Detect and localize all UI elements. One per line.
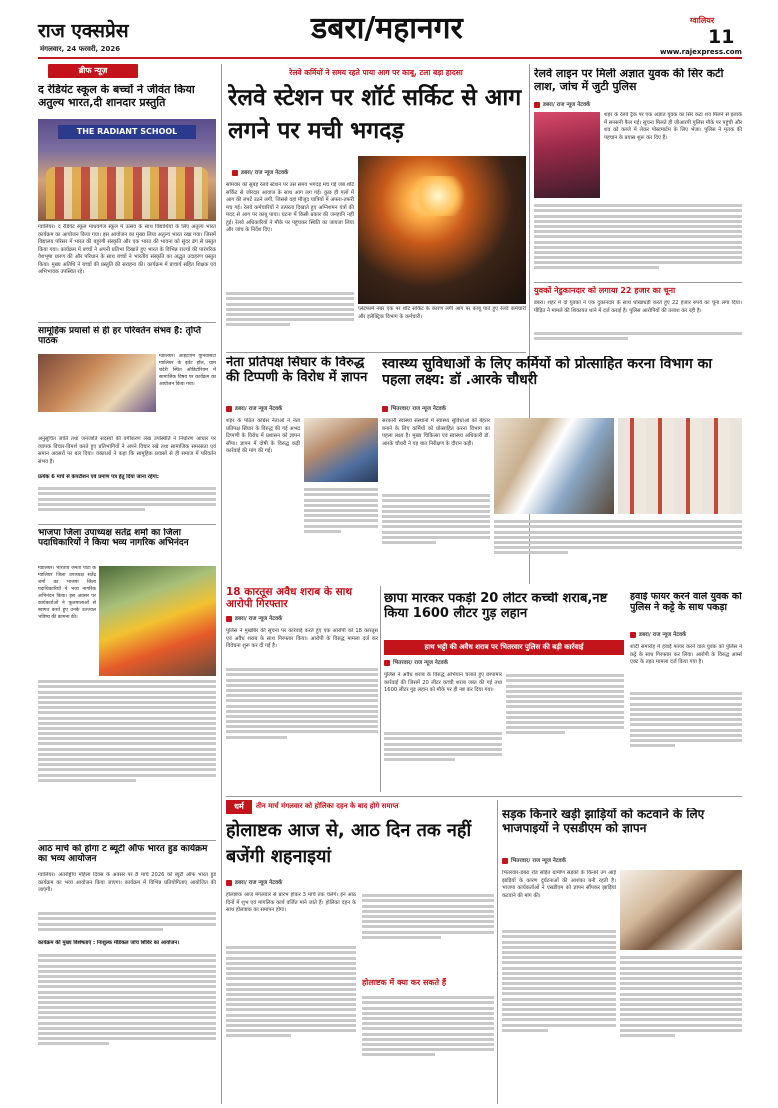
health-story-byline: भितरवार/ राज न्यूज नेटवर्क bbox=[382, 406, 492, 413]
section-title: डबरा/महानगर bbox=[311, 11, 463, 46]
health-story bbox=[382, 356, 742, 586]
health-story-tail-text bbox=[494, 518, 742, 584]
right-sub-headline: युवकों नेडुकानदार को लगाया 22 हजार का चूना bbox=[534, 286, 676, 295]
school-banner-text: THE RADIANT SCHOOL bbox=[58, 125, 196, 139]
arrest-story-headline: 18 कारतूस अवैध शराब के साथ आरोपी गिरफ्तार bbox=[226, 586, 353, 611]
top-story-headline: रेलवे स्टेशन पर शॉर्ट सर्किट से आग लगने पर मची भगदड़ bbox=[228, 85, 522, 145]
brief-story4-body: ग्वालियर। अंतर्राष्ट्रीय महिला दिवस के अवसर पर 8 मार्च 2026 को ब्यूटी ऑफ भारत हुड कार्यक्रम का भव्य आयोजन किया जाएगा। कार्यक्रम में विभिन्न प्रतियोगिताएं आयोजित की जाएंगी। bbox=[38, 872, 216, 894]
right-story-photo bbox=[534, 112, 600, 198]
liquor-story-more-text bbox=[384, 730, 502, 790]
brief-story2-body: ग्वालियर। आईटीएम यूनिवर्सिटी ग्वालियर के इवेंट हॉल, ग्राम चंदेरी स्थित ऑडिटोरियम में सामाजिक विषय पर कार्यक्रम का आयोजन किया गया। bbox=[159, 354, 216, 387]
right-story-headline: रेलवे लाइन पर मिली अज्ञात युवक की सिर कटी लाश, जांच में जुटी पुलिस bbox=[534, 68, 724, 93]
holi-story-byline: डबरा/ राज न्यूज नेटवर्क bbox=[226, 880, 336, 887]
holi-story-more-text bbox=[226, 944, 356, 1100]
bushes-story-headline: सड़क किनारे खड़ी झाड़ियों को कटवाने के लिए भाजपाइयों ने एसडीएम को ज्ञापन bbox=[502, 808, 705, 835]
city-label: ग्वालियर bbox=[690, 16, 715, 25]
health-story-photo-1 bbox=[494, 418, 614, 514]
masthead-rule bbox=[38, 57, 742, 59]
brief-story2-sub: अनुसूचित जाति तथा जनजाति सदस्यों की वर्गीकरण लेख उपस्थिति ने निर्धारण आधार पर व्यापक विचार-विमर्श करते हुए प्रतिभागियों ने अपने विचार रखे तथा सामाजिक समरसता एवं समान अवसरों पर बल दिया। वक्ताओं ने कहा कि सामूहिक प्रयासों से ही समाज में परिवर्तन संभव है। bbox=[38, 436, 216, 465]
health-story-body: सरकारी स्वास्थ्य संस्थानों में स्वास्थ्य सुविधाओं को बेहतर बनाने के लिए कर्मियों को प्रोत्साहित करना विभाग का पहला लक्ष्य है। मुख्य चिकित्सा एवं स्वास्थ्य अधिकारी डॉ. आरके चौधरी ने यह बात निरीक्षण के दौरान कही। bbox=[382, 418, 490, 447]
top-story-byline: डबरा/ राज न्यूज नेटवर्क bbox=[232, 170, 332, 177]
column-divider bbox=[497, 800, 498, 1104]
fire-glow bbox=[408, 176, 468, 216]
brief-story3-photo bbox=[99, 566, 216, 676]
memo-story-more-text bbox=[304, 486, 378, 576]
brief-label: ब्रीफ न्यूज़ bbox=[48, 64, 138, 78]
arms-story-body: शादी समारोह में हवाई फायर करने वाले युवक को पुलिस ने कट्टे के साथ गिरफ्तार कर लिया। आरोपी के विरुद्ध आर्म्स एक्ट के तहत मामला दर्ज किया गया है। bbox=[630, 644, 742, 666]
column-divider bbox=[221, 64, 222, 1104]
health-story-headline: स्वास्थ्य सुविधाओं के लिए कर्मियों को प्रोत्साहित करना विभाग का पहला लक्ष्य: डॉ .आरके चौधरी bbox=[382, 356, 713, 389]
top-story bbox=[226, 64, 526, 350]
right-sub-body: डबरा। शहर में दो युवकों ने एक दुकानदार के साथ धोखाधड़ी करते हुए 22 हजार रुपये का चूना लगा दिया। पीड़ित ने मामले की शिकायत थाने में दर्ज कराई है। पुलिस आरोपियों की तलाश कर रही है। bbox=[534, 300, 742, 314]
brief-divider bbox=[38, 524, 216, 525]
liquor-story-headline: छापा मारकर पकड़ी 20 लीटर कच्ची शराब,नष्ट किया 1600 लीटर गुड़ लहान bbox=[384, 592, 608, 621]
holi-kicker-label: धर्म bbox=[226, 800, 252, 814]
holi-story-col2-text bbox=[362, 892, 494, 972]
bushes-story-photo bbox=[620, 870, 742, 950]
liquor-story-byline: भितरवार/ राज न्यूज नेटवर्क bbox=[384, 660, 494, 667]
right-divider bbox=[534, 282, 742, 283]
brief-story1-body: ग्वालियर। द रेडियंट स्कूल माधवगंज स्कूल में उत्सव के साथ विद्यार्थियों के लिए अतुल्य भारत कार्यक्रम का आयोजन किया गया। इस आयोजन का मुख्य लिया अतुल्य भारत रखा गया। जिसमें विद्यालय परिसर में भारत की बहुरंगी संस्कृति और एक भारत की भावना को सुंदर ढंग से प्रस्तुत किया गया। कार्यक्रम में बच्चों ने अपनी प्रतिभा दिखाते हुए भारत के विभिन्न राज्यों की पारंपरिक वेशभूषा धारण की और परिधान के साथ बच्चों ने भारतीय संस्कृति का अद्भुत उदाहरण प्रस्तुत किया। मुख्य अतिथि ने बच्चों की प्रस्तुति की सराहना की। कार्यक्रम में प्राचार्य सहित शिक्षक एवं अभिभावक उपस्थित रहे। bbox=[38, 224, 216, 276]
arms-story-byline: डबरा/ राज न्यूज नेटवर्क bbox=[630, 632, 740, 639]
arms-story-more-text bbox=[630, 690, 742, 790]
brief-story2-headline: सामूहिक प्रयासों से ही हर परिवर्तन संभव है: तृप्ति पाठक bbox=[38, 326, 202, 347]
brief-column bbox=[38, 64, 218, 1104]
brief-divider bbox=[38, 840, 216, 841]
arms-story-headline: हवाई फायर करने वाले युवक को पुलिस ने कट्टे के साथ पकड़ा bbox=[630, 592, 742, 613]
masthead-date: मंगलवार, 24 फरवरी, 2026 bbox=[40, 45, 121, 53]
holi-story-headline: होलाष्टक आज से, आठ दिन तक नहीं बजेंगी शहनाइयां bbox=[226, 820, 472, 868]
page-number: 11 bbox=[708, 26, 735, 48]
holi-sub-text bbox=[362, 994, 494, 1100]
holi-sub-headline: होलाष्टक में क्या कर सकते हैं bbox=[362, 978, 447, 987]
top-story-photo-caption: प्लेटफार्म नंबर एक पर शॉर्ट सर्किट के कारण लगी आग पर काबू पाते हुए रेलवे कर्मचारी और इलेक्ट्रिक विभाग के कर्मचारी। bbox=[358, 306, 526, 320]
right-story-byline: डबरा/ राज न्यूज नेटवर्क bbox=[534, 102, 644, 109]
memo-story-byline: डबरा/ राज न्यूज नेटवर्क bbox=[226, 406, 336, 413]
brief-story4-headline: आठ मार्च को होगा ट ब्यूटी ऑफ भारत हुड कार्यक्रम का भव्य आयोजन bbox=[38, 844, 208, 865]
masthead-brand: राज एक्सप्रेस bbox=[38, 20, 129, 42]
brief-story3-headline: भाजपा जिला उपाध्यक्ष सतेंद्र शर्मा का जिला पदाधिकारियों ने किया भव्य नागरिक अभिनंदन bbox=[38, 528, 189, 549]
children-group bbox=[46, 167, 208, 219]
brief-story1-photo bbox=[38, 119, 216, 221]
top-story-kicker: रेलवे कर्मियों ने समय रहते पाया आग पर काबू, टला बड़ा हादसा bbox=[289, 68, 463, 77]
holi-story bbox=[226, 800, 494, 1104]
brief-story4-more-text bbox=[38, 910, 216, 938]
bushes-story bbox=[502, 800, 742, 1104]
holi-kicker: तीन मार्च मंगलवार को होलिका दहन के बाद होगे समाप्त bbox=[256, 802, 399, 810]
health-story-photo-2 bbox=[618, 418, 742, 514]
brief-story2-more-text bbox=[38, 485, 216, 523]
arms-story bbox=[630, 592, 742, 792]
brief-story4-sub: कार्यक्रम की मुख्य विशेषताएं : निःशुल्क मेडिकल जांच शिविर का आयोजन। bbox=[38, 940, 180, 946]
liquor-story-banner: हाथ भट्टी की अवैध शराब पर भितरवार पुलिस की बड़ी कार्रवाई bbox=[384, 640, 624, 655]
site-url: www.rajexpress.com bbox=[660, 48, 742, 56]
brief-story1-headline: द रेडियंट स्कूल के बच्चों ने जीवंत किया अतुल्य भारत,दी शानदार प्रस्तुति bbox=[38, 84, 195, 109]
memo-story-body: शहर के पठित कांग्रेस नेताओं ने नेता प्रतिपक्ष सिंघार के विरुद्ध की गई अभद्र टिप्पणी के विरोध में प्रशासन को ज्ञापन सौंपा। ज्ञापन में दोषी के विरुद्ध कड़ी कार्रवाई की मांग की गई। bbox=[226, 418, 300, 455]
holi-story-body: होलाष्टक आज मंगलवार से प्रारंभ होकर 3 मार्च तक चलेंगे। इन आठ दिनों में शुभ एवं मांगलिक कार्य वर्जित माने जाते हैं। होलिका दहन के साथ होलाष्टक का समापन होगा। bbox=[226, 892, 356, 914]
top-story-body: सोमवार को सुबह रेलवे स्टेशन पर उस समय भगदड़ मच गई जब शॉर्ट सर्किट से जोरदार आवाज के साथ आग लग गई। कुछ ही पलों में आग की लपटें उठने लगीं, जिससे वहां मौजूद यात्रियों में अफरा-तफरी मच गई। रेलवे कर्मचारियों ने तत्परता दिखाते हुए अग्निशमन यंत्रों की मदद से आग पर काबू पाया। घटना में किसी प्रकार की जनहानि नहीं हुई। रेलवे अधिकारियों ने मौके पर पहुंचकर स्थिति का जायजा लिया और जांच के निर्देश दिए। bbox=[226, 182, 354, 234]
arrest-story-body: पुलिस ने मुखबिर की सूचना पर कार्रवाई करते हुए एक आरोपी को 18 कारतूस एवं अवैध शराब के साथ गिरफ्तार किया। आरोपी के विरुद्ध मामला दर्ज कर विवेचना शुरू कर दी गई है। bbox=[226, 628, 378, 650]
brief-story3-more-text bbox=[38, 678, 216, 838]
bushes-story-byline: भितरवार/ राज न्यूज नेटवर्क bbox=[502, 858, 612, 865]
arrest-story bbox=[226, 586, 378, 792]
brief-story2-photo bbox=[38, 354, 156, 412]
right-sub-more-text bbox=[534, 330, 742, 348]
right-story-body: शहर के रेलवे ट्रैक पर एक अज्ञात युवक का सिर कटा शव मिलने से इलाके में सनसनी फैल गई। सूचना मिलते ही जीआरपी पुलिस मौके पर पहुंची और शव को कब्जे में लेकर पोस्टमार्टम के लिए भेजा। पुलिस ने मृतक की पहचान के प्रयास शुरू कर दिए हैं। bbox=[604, 112, 742, 141]
brief-story4-tail-text bbox=[38, 952, 216, 1100]
memo-story-photo bbox=[304, 418, 378, 482]
section-divider bbox=[226, 352, 526, 353]
arrest-story-byline: डबरा/ राज न्यूज नेटवर्क bbox=[226, 616, 336, 623]
column-divider bbox=[380, 586, 381, 792]
health-story-more-text bbox=[382, 492, 490, 584]
bushes-story-more-text bbox=[502, 928, 616, 1100]
liquor-story-col2-text bbox=[506, 672, 624, 790]
top-story-more-text bbox=[226, 290, 354, 348]
bushes-story-body: भितरवार-डबरा रोड सहित ग्रामीण सड़कों के किनारे उग आई झाड़ियों के कारण दुर्घटनाओं की आशंका बनी रहती है। भाजपा कार्यकर्ताओं ने एसडीएम को ज्ञापन सौंपकर झाड़ियां कटवाने की मांग की। bbox=[502, 870, 616, 899]
brief-story3-body: ग्वालियर। भारतीय जनता पार्टी के ग्वालियर जिला उपाध्यक्ष सतेंद्र शर्मा का भाजपा जिला पदाधिकारियों ने भव्य नागरिक अभिनंदन किया। इस अवसर पर कार्यकर्ताओं ने फूलमालाओं से स्वागत करते हुए उनके उज्ज्वल भविष्य की कामना की। bbox=[38, 566, 96, 620]
memo-story-headline: नेता प्रतिपक्ष सिंघार के विरुद्ध की टिप्पणी के विरोध में ज्ञापन bbox=[226, 356, 368, 385]
brief-story2-sub-lead: प्रत्येक 6 मार्च से कंपटीशन एवं प्रमाण पत्र हेतु दिया जाना रहेगा: bbox=[38, 474, 159, 480]
brief-divider bbox=[38, 322, 216, 323]
liquor-story-body: पुलिस ने अवैध शराब के विरुद्ध अभियान चलाते हुए छापामार कार्रवाई की जिसमें 20 लीटर कच्ची शराब जब्त की गई तथा 1600 लीटर गुड़ लहान को मौके पर ही नष्ट कर दिया गया। bbox=[384, 672, 502, 694]
top-story-photo bbox=[358, 156, 526, 304]
bushes-story-col2-text bbox=[620, 954, 742, 1100]
section-divider bbox=[226, 796, 742, 797]
arrest-story-more-text bbox=[226, 666, 378, 788]
